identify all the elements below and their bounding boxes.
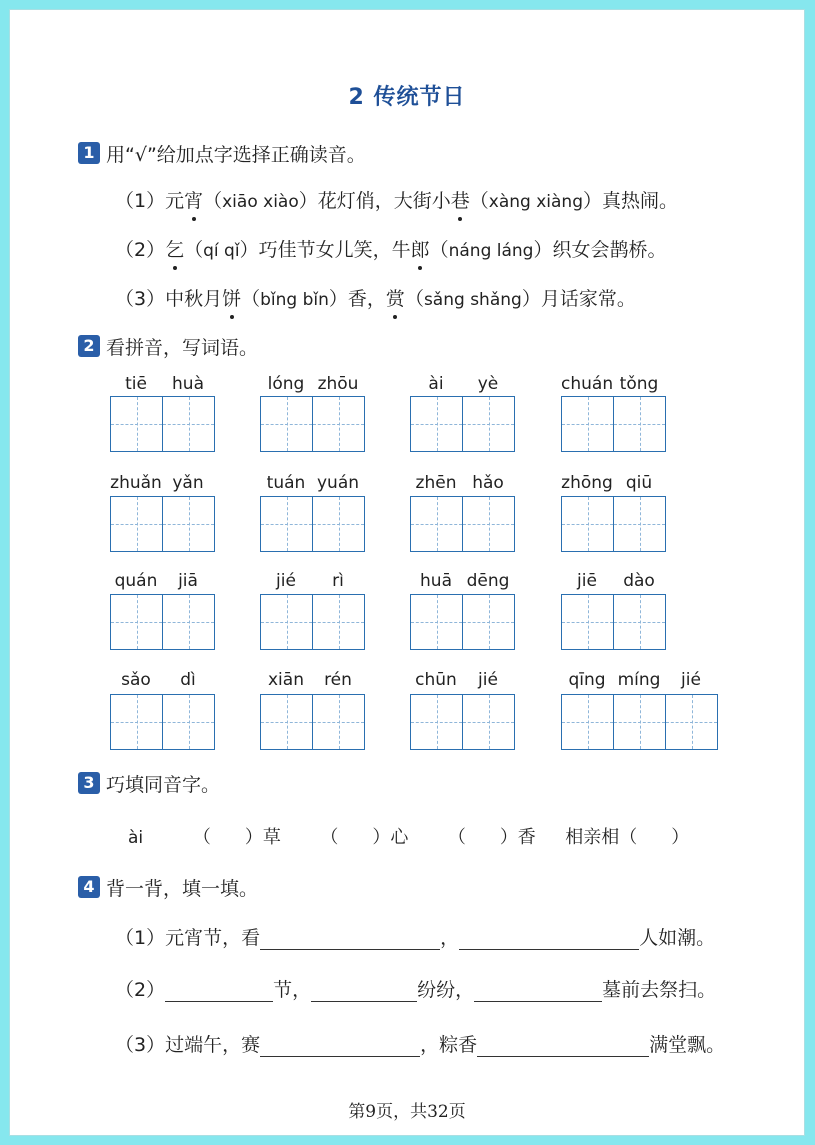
text: 纷纷，: [417, 979, 475, 1001]
tianzige-cell[interactable]: [463, 595, 514, 649]
answer-blank[interactable]: [260, 1036, 420, 1057]
question-3-heading: [78, 770, 220, 796]
tianzige-cell[interactable]: [562, 595, 614, 649]
text: （: [203, 190, 223, 212]
pinyin-syllable: zhuǎn: [110, 473, 162, 493]
writing-grid[interactable]: [410, 396, 515, 452]
writing-grid[interactable]: [561, 496, 666, 552]
tianzige-cell[interactable]: [111, 397, 163, 451]
pinyin-syllable: jiē: [577, 571, 597, 591]
tianzige-cell[interactable]: [261, 497, 313, 551]
tianzige-cell[interactable]: [411, 497, 463, 551]
tianzige-cell[interactable]: [463, 695, 514, 749]
q1-line-2: [115, 235, 667, 262]
tianzige-cell[interactable]: [163, 397, 214, 451]
text: ）巧佳节女儿笑，牛: [239, 239, 411, 261]
dotted-char: 宵: [184, 190, 204, 212]
text: ）真热闹。: [583, 190, 679, 212]
q3-line: [128, 823, 689, 849]
tianzige-cell[interactable]: [261, 595, 313, 649]
dotted-char: 郎: [410, 239, 430, 261]
pinyin-options[interactable]: bǐng bǐn: [260, 290, 329, 310]
pinyin-syllable: chūn: [415, 670, 457, 690]
question-number: 2: [78, 335, 100, 357]
tianzige-cell[interactable]: [562, 397, 614, 451]
text: ，: [440, 927, 460, 949]
tianzige-cell[interactable]: [463, 497, 514, 551]
question-1-heading: [78, 140, 366, 166]
writing-grid[interactable]: [260, 594, 365, 650]
pinyin-syllable: qiū: [625, 473, 653, 493]
q1-line-1: [115, 186, 678, 213]
writing-grid[interactable]: [260, 496, 365, 552]
text: ）香: [499, 827, 536, 848]
text: （1）元: [115, 190, 185, 212]
pinyin-options[interactable]: xiāo xiào: [222, 192, 299, 212]
pinyin-options[interactable]: náng láng: [448, 241, 534, 261]
text: （3）中秋月: [115, 288, 223, 310]
text: ）织女会鹊桥。: [533, 239, 667, 261]
writing-grid[interactable]: [260, 396, 365, 452]
tianzige-cell[interactable]: [411, 595, 463, 649]
q4-line-3: [115, 1030, 725, 1057]
answer-blank[interactable]: [260, 929, 440, 950]
pinyin-syllable: tiē: [125, 374, 147, 394]
pinyin-syllable: jié: [276, 571, 296, 591]
tianzige-cell[interactable]: [163, 595, 214, 649]
pinyin-syllable: míng: [617, 670, 661, 690]
bracket: （: [447, 827, 466, 848]
question-number: 1: [78, 142, 100, 164]
text: （: [184, 239, 204, 261]
writing-grid[interactable]: [561, 396, 666, 452]
text: 节，: [273, 979, 312, 1001]
bracket: ）: [671, 827, 690, 848]
writing-grid[interactable]: [561, 594, 666, 650]
text: ）月话家常。: [521, 288, 636, 310]
q4-line-2: [115, 975, 716, 1002]
question-2-heading: [78, 333, 258, 359]
pinyin-syllable: jié: [478, 670, 498, 690]
pinyin-syllable: yè: [477, 374, 499, 394]
text: （: [241, 288, 261, 310]
pinyin-options[interactable]: xàng xiàng: [488, 192, 583, 212]
text: ）心: [372, 827, 409, 848]
text: （2）: [115, 239, 166, 261]
pinyin-syllable: lóng: [267, 374, 305, 394]
bracket: （: [192, 827, 211, 848]
dotted-char: 赏: [385, 288, 405, 310]
writing-grid[interactable]: [110, 694, 215, 750]
pinyin-syllable: zhēn: [415, 473, 457, 493]
pinyin-syllable: jiā: [178, 571, 198, 591]
text: （2）: [115, 979, 166, 1001]
pinyin-syllable: rén: [324, 670, 352, 690]
tianzige-cell[interactable]: [562, 695, 614, 749]
tianzige-cell[interactable]: [313, 497, 364, 551]
pinyin-syllable: qīng: [568, 670, 606, 690]
answer-blank[interactable]: [459, 929, 639, 950]
tianzige-cell[interactable]: [261, 695, 313, 749]
dotted-char: 乞: [165, 239, 185, 261]
pinyin-syllable: tǒng: [619, 374, 659, 394]
writing-grid[interactable]: [110, 594, 215, 650]
text: （: [429, 239, 449, 261]
question-text: 巧填同音字。: [106, 773, 221, 796]
pinyin-syllable: quán: [114, 571, 158, 591]
writing-grid[interactable]: [410, 694, 515, 750]
tianzige-cell[interactable]: [313, 397, 364, 451]
pinyin-syllable: huà: [172, 374, 204, 394]
text: ）草: [244, 827, 281, 848]
tianzige-cell[interactable]: [411, 397, 463, 451]
pinyin-syllable: dì: [180, 670, 196, 690]
writing-grid[interactable]: [260, 694, 365, 750]
tianzige-cell[interactable]: [163, 695, 214, 749]
tianzige-cell[interactable]: [111, 497, 163, 551]
pinyin-syllable: xiān: [268, 670, 304, 690]
pinyin-syllable: dēng: [466, 571, 510, 591]
text: 相亲相（: [565, 827, 638, 848]
tianzige-cell[interactable]: [111, 595, 163, 649]
pinyin-syllable: rì: [332, 571, 344, 591]
tianzige-cell[interactable]: [163, 497, 214, 551]
text: （: [469, 190, 489, 212]
pinyin-syllable: dào: [623, 571, 655, 591]
text: （: [404, 288, 424, 310]
pinyin-syllable: jié: [681, 670, 701, 690]
tianzige-cell[interactable]: [614, 595, 665, 649]
answer-blank[interactable]: [477, 1036, 649, 1057]
pinyin-syllable: sǎo: [121, 670, 151, 690]
dotted-char: 巷: [450, 190, 470, 212]
question-text: 背一背，填一填。: [106, 877, 259, 900]
tianzige-cell[interactable]: [666, 695, 717, 749]
tianzige-cell[interactable]: [614, 497, 665, 551]
writing-grid[interactable]: [410, 496, 515, 552]
question-text: 用“√”给加点字选择正确读音。: [106, 143, 366, 166]
text: ，粽香: [420, 1034, 478, 1056]
answer-blank[interactable]: [311, 981, 417, 1002]
pinyin-syllable: huā: [420, 571, 452, 591]
pinyin-syllable: tuán: [266, 473, 306, 493]
pinyin-syllable: ài: [428, 374, 444, 394]
question-4-heading: [78, 874, 258, 900]
answer-blank[interactable]: [474, 981, 602, 1002]
writing-grid[interactable]: [410, 594, 515, 650]
text: ）花灯俏，大街小: [298, 190, 451, 212]
q4-line-1: [115, 923, 715, 950]
question-text: 看拼音，写词语。: [106, 336, 259, 359]
writing-grid[interactable]: [110, 396, 215, 452]
answer-blank[interactable]: [165, 981, 273, 1002]
writing-grid[interactable]: [561, 694, 718, 750]
text: 人如潮。: [639, 927, 716, 949]
tianzige-cell[interactable]: [463, 397, 514, 451]
question-number: 3: [78, 772, 100, 794]
pinyin-syllable: yǎn: [172, 473, 204, 493]
pinyin-syllable: zhōng: [561, 473, 613, 493]
pinyin-syllable: hǎo: [472, 473, 504, 493]
pinyin-syllable: zhōu: [317, 374, 359, 394]
tianzige-cell[interactable]: [313, 595, 364, 649]
worksheet-page: [10, 10, 804, 1135]
page-title: 2 传统节日: [348, 85, 466, 110]
page-footer: 第9页，共32页: [348, 1102, 466, 1122]
pinyin-options[interactable]: sǎng shǎng: [423, 290, 522, 310]
text: （3）过端午，赛: [115, 1034, 261, 1056]
tianzige-cell[interactable]: [562, 497, 614, 551]
tianzige-cell[interactable]: [261, 397, 313, 451]
writing-grid[interactable]: [110, 496, 215, 552]
text: （1）元宵节，看: [115, 927, 261, 949]
text: ）香，: [328, 288, 386, 310]
pinyin-options[interactable]: qí qǐ: [203, 241, 240, 261]
question-number: 4: [78, 876, 100, 898]
tianzige-cell[interactable]: [111, 695, 163, 749]
dotted-char: 饼: [222, 288, 242, 310]
pinyin: ài: [128, 828, 144, 848]
text: 墓前去祭扫。: [602, 979, 717, 1001]
pinyin-syllable: chuán: [561, 374, 614, 394]
text: 满堂飘。: [649, 1034, 726, 1056]
pinyin-syllable: yuán: [316, 473, 360, 493]
bracket: （: [320, 827, 339, 848]
tianzige-cell[interactable]: [614, 695, 666, 749]
tianzige-cell[interactable]: [313, 695, 364, 749]
q1-line-3: [115, 284, 636, 311]
tianzige-cell[interactable]: [614, 397, 665, 451]
tianzige-cell[interactable]: [411, 695, 463, 749]
